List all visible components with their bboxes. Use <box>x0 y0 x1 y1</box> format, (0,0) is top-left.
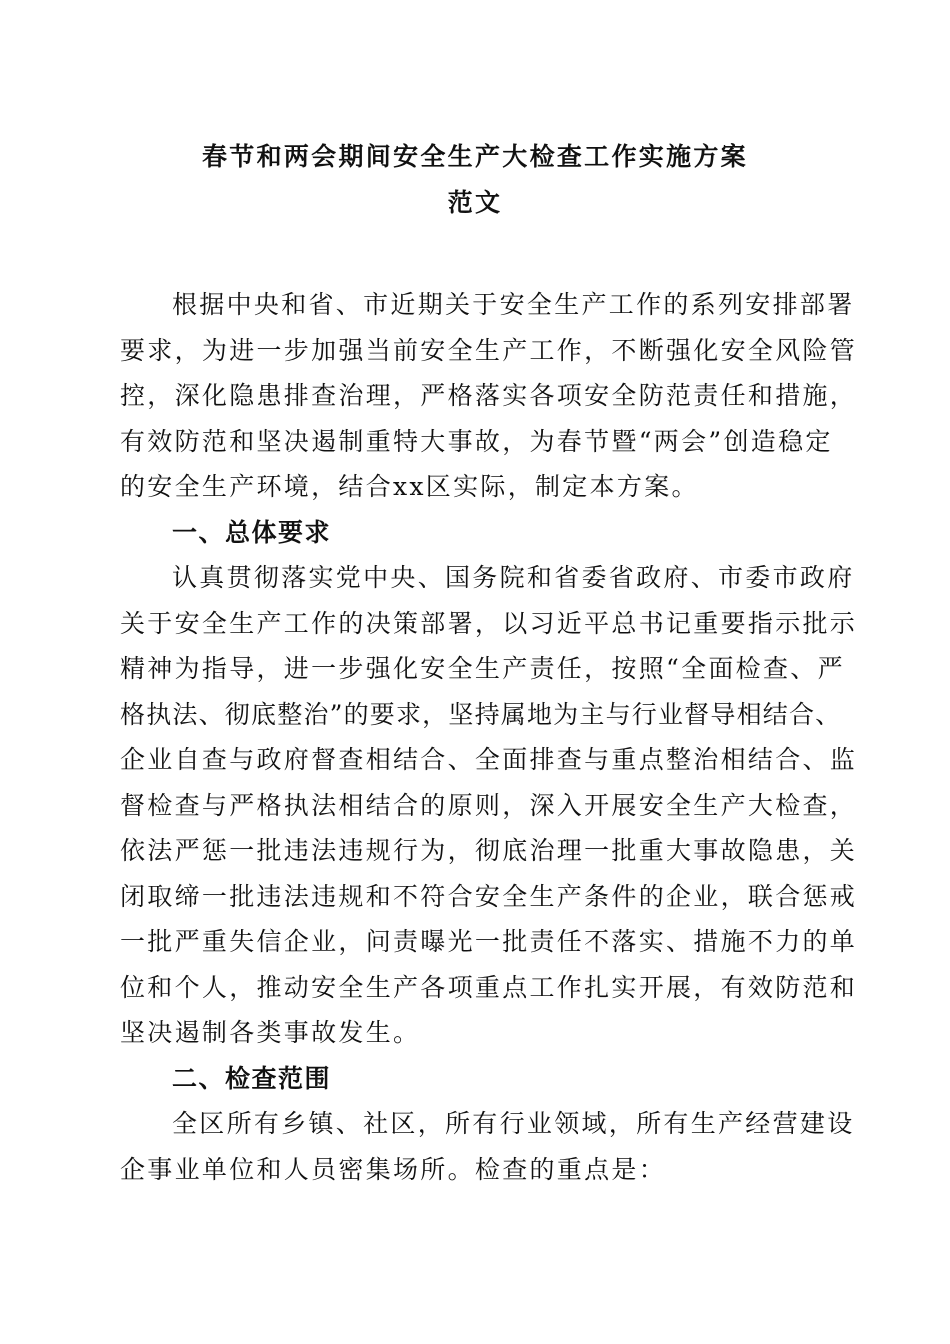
paragraph-line: 有效防范和坚决遏制重特大事故，为春节暨“两会”创造稳定 <box>120 426 833 456</box>
title-line-1: 春节和两会期间安全生产大检查工作实施方案 <box>201 142 748 171</box>
paragraph-line: 认真贯彻落实党中央、国务院和省委省政府、市委市政府 <box>172 563 855 592</box>
document-title <box>100 134 850 225</box>
paragraph-line: 一批严重失信企业，问责曝光一批责任不落实、措施不力的单 <box>120 927 858 956</box>
paragraph-line: 全区所有乡镇、社区，所有行业领域，所有生产经营建设 <box>172 1109 855 1138</box>
section-heading-inspection-scope: 二、检查范围 <box>172 1063 332 1093</box>
paragraph-line: 督检查与严格执法相结合的原则，深入开展安全生产大检查， <box>120 790 858 820</box>
paragraph-line: 根据中央和省、市近期关于安全生产工作的系列安排部署 <box>172 290 855 319</box>
intro-paragraph <box>120 282 858 510</box>
paragraph-line: 控，深化隐患排查治理，严格落实各项安全防范责任和措施， <box>120 381 858 410</box>
paragraph-line: 格执法、彻底整治”的要求，坚持属地为主与行业督导相结合、 <box>120 699 842 729</box>
paragraph-line: 依法严惩一批违法违规行为，彻底治理一批重大事故隐患，关 <box>120 836 858 865</box>
paragraph-line: 坚决遏制各类事故发生。 <box>120 1018 421 1047</box>
paragraph-line: 企事业单位和人员密集场所。检查的重点是： <box>120 1154 667 1184</box>
inspection-scope-paragraph <box>120 1101 855 1192</box>
paragraph-line: 关于安全生产工作的决策部署，以习近平总书记重要指示批示 <box>120 608 858 638</box>
paragraph-line: 要求，为进一步加强当前安全生产工作，不断强化安全风险管 <box>120 335 858 365</box>
title-line-2: 范文 <box>447 187 503 217</box>
paragraph-line: 精神为指导，进一步强化安全生产责任，按照“全面检查、严 <box>120 654 845 683</box>
paragraph-line: 的安全生产环境，结合xx区实际，制定本方案。 <box>120 472 699 501</box>
paragraph-line: 位和个人，推动安全生产各项重点工作扎实开展，有效防范和 <box>120 972 858 1002</box>
document-body <box>120 282 858 1192</box>
section-heading-general-requirements: 一、总体要求 <box>172 517 332 547</box>
general-requirements-paragraph <box>120 555 858 1056</box>
paragraph-line: 闭取缔一批违法违规和不符合安全生产条件的企业，联合惩戒 <box>120 881 858 911</box>
paragraph-line: 企业自查与政府督查相结合、全面排查与重点整治相结合、监 <box>120 745 858 774</box>
